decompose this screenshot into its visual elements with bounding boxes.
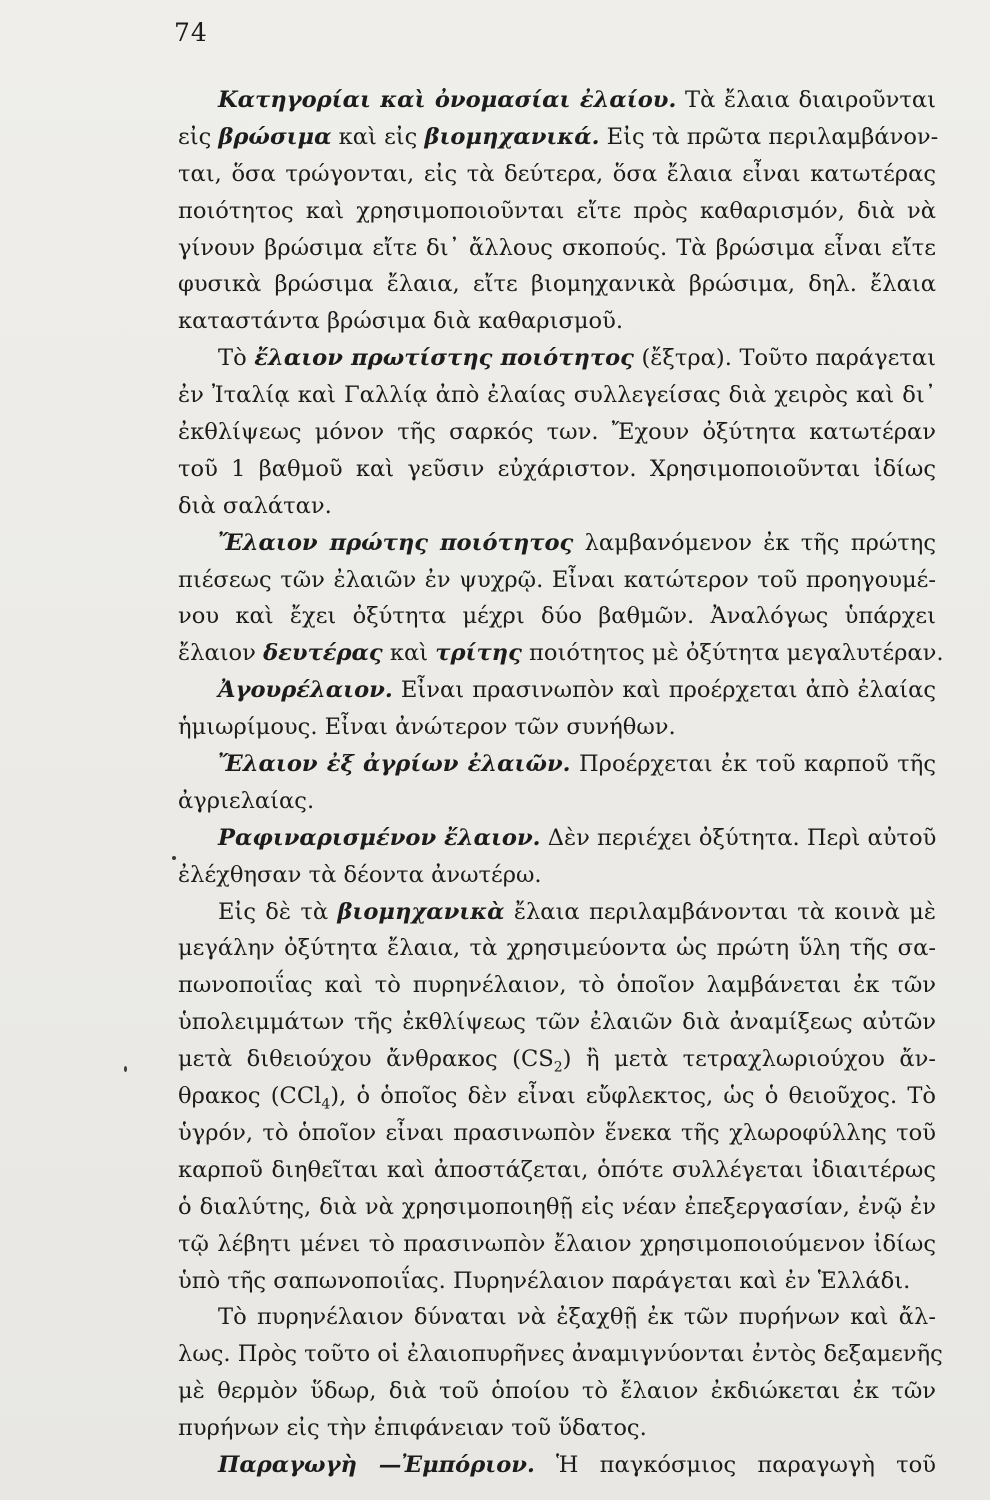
section-heading: Κατηγορίαι καὶ ὀνομασίαι ἐλαίου. bbox=[218, 87, 677, 113]
print-speck bbox=[172, 856, 176, 860]
text-line: ὑπολειμμάτων τῆς ἐκθλίψεως τῶν ἐλαιῶν διὰ ἀναμίξεως αὐτῶν bbox=[178, 1009, 936, 1036]
text-line: πωνοποιΐας καὶ τὸ πυρηνέλαιον, τὸ ὁποῖον λαμβάνεται ἐκ τῶν bbox=[178, 972, 936, 999]
inline-term: ἔλαιον πρωτίστης ποιότητος bbox=[254, 345, 634, 372]
text-line: θρακος (CCl$_4$), ὁ ὁποῖος δὲν εἶναι εὔφλεκτος, ὡς ὁ θειοῦχος. Τὸ bbox=[178, 1083, 936, 1113]
subscript: 4 bbox=[321, 1096, 331, 1113]
subscript: 2 bbox=[553, 1059, 563, 1076]
text-line: καταστάντα βρώσιμα διὰ καθαρισμοῦ. bbox=[178, 308, 624, 335]
text-line: ἐν Ἰταλίᾳ καὶ Γαλλίᾳ ἀπὸ ἐλαίας συλλεγείσας διὰ χειρὸς καὶ δι᾽ bbox=[178, 382, 936, 409]
text-line: Ἔλαιον ἐξ ἀγρίων ἐλαιῶν. Προέρχεται ἐκ τοῦ καρποῦ τῆς bbox=[218, 751, 936, 778]
text-line: ποιότητος καὶ χρησιμοποιοῦνται εἴτε πρὸς καθαρισμόν, διὰ νὰ bbox=[178, 197, 936, 224]
text-line: Παραγωγὴ —Ἐμπόριον. Ἡ παγκόσμιος παραγωγὴ τοῦ bbox=[218, 1451, 936, 1478]
section-heading: Ραφιναρισμένον ἔλαιον. bbox=[218, 824, 541, 851]
text-line: ἐλέχθησαν τὰ δέοντα ἀνωτέρω. bbox=[178, 861, 542, 888]
text-line: Εἰς δὲ τὰ βιομηχανικὰ ἔλαια περιλαμβάνονται τὰ κοινὰ μὲ bbox=[218, 898, 936, 925]
text-line: φυσικὰ βρώσιμα ἔλαια, εἴτε βιομηχανικὰ βρώσιμα, δηλ. ἔλαια bbox=[178, 271, 936, 298]
text-line: καρποῦ διηθεῖται καὶ ἀποστάζεται, ὁπότε συλλέγεται ἰδιαιτέρως bbox=[178, 1156, 936, 1183]
text-line: ται, ὅσα τρώγονται, εἰς τὰ δεύτερα, ὅσα ἔλαια εἶναι κατωτέρας bbox=[178, 160, 936, 187]
text-line: τῷ λέβητι μένει τὸ πρασινωπὸν ἔλαιον χρησιμοποιούμενον ἰδίως bbox=[178, 1230, 936, 1257]
text-line: ὑγρόν, τὸ ὁποῖον εἶναι πρασινωπὸν ἕνεκα τῆς χλωροφύλλης τοῦ bbox=[178, 1119, 936, 1146]
text-line: νου καὶ ἔχει ὀξύτητα μέχρι δύο βαθμῶν. Ἀναλόγως ὑπάρχει bbox=[178, 603, 936, 630]
section-heading: Ἔλαιον ἐξ ἀγρίων ἐλαιῶν. bbox=[218, 751, 571, 778]
text-line: μετὰ διθειούχου ἄνθρακος $(CS_2)$ ἢ μετὰ τετραχλωριούχου ἄν- bbox=[178, 1046, 936, 1076]
inline-term: βιομηχανικά. bbox=[424, 123, 600, 150]
text-line: ὑπὸ τῆς σαπωνοποιΐας. Πυρηνέλαιον παράγεται καὶ ἐν Ἑλλάδι. bbox=[178, 1267, 911, 1294]
text-line: Ραφιναρισμένον ἔλαιον. Δὲν περιέχει ὀξύτητα. Περὶ αὐτοῦ bbox=[218, 824, 937, 851]
section-heading: Ἀγουρέλαιον. bbox=[218, 677, 393, 704]
text-line: ἡμιωρίμους. Εἶναι ἀνώτερον τῶν συνήθων. bbox=[178, 714, 676, 741]
text-line: γίνουν βρώσιμα εἴτε δι᾽ ἄλλους σκοπούς. Τὰ βρώσιμα εἶναι εἴτε bbox=[178, 234, 936, 261]
text-line: μεγάλην ὀξύτητα ἔλαια, τὰ χρησιμεύοντα ὡς πρώτη ὕλη τῆς σα- bbox=[178, 935, 936, 962]
inline-term: τρίτης bbox=[435, 640, 522, 667]
text-line: Ἔλαιον πρώτης ποιότητος λαμβανόμενον ἐκ τῆς πρώτης bbox=[218, 529, 936, 556]
text-line: Κατηγορίαι καὶ ὀνομασίαι ἐλαίου. Τὰ ἔλαια διαιροῦνται bbox=[218, 87, 936, 113]
text-line: τοῦ 1 βαθμοῦ καὶ γεῦσιν εὐχάριστον. Χρησιμοποιοῦνται ἰδίως bbox=[178, 455, 936, 482]
print-speck bbox=[124, 1066, 127, 1072]
inline-term: δευτέρας bbox=[263, 640, 383, 667]
text-line: διὰ σαλάταν. bbox=[178, 492, 332, 519]
text-line: πιέσεως τῶν ἐλαιῶν ἐν ψυχρῷ. Εἶναι κατώτερον τοῦ προηγουμέ- bbox=[178, 566, 936, 593]
text-line: πυρήνων εἰς τὴν ἐπιφάνειαν τοῦ ὕδατος. bbox=[178, 1415, 647, 1442]
text-line: ἔλαιον δευτέρας καὶ τρίτης ποιότητος μὲ ὀξύτητα μεγαλυτέραν. bbox=[178, 640, 944, 667]
section-heading: Ἔλαιον πρώτης ποιότητος bbox=[218, 529, 574, 556]
text-line: λως. Πρὸς τοῦτο οἱ ἐλαιοπυρῆνες ἀναμιγνύονται ἐντὸς δεξαμενῆς bbox=[178, 1341, 943, 1368]
text-line: Τὸ ἔλαιον πρωτίστης ποιότητος (ἔξτρα). Τοῦτο παράγεται bbox=[218, 345, 937, 372]
body-text bbox=[178, 82, 944, 1484]
text-line: ὁ διαλύτης, διὰ νὰ χρησιμοποιηθῇ εἰς νέαν ἐπεξεργασίαν, ἐνῷ ἐν bbox=[178, 1193, 936, 1220]
inline-term: βιομηχανικὰ bbox=[337, 898, 505, 925]
page-number: 74 bbox=[174, 18, 208, 47]
text-line: ἀγριελαίας. bbox=[178, 787, 315, 814]
inline-term: βρώσιμα bbox=[218, 123, 332, 150]
text-line: Ἀγουρέλαιον. Εἶναι πρασινωπὸν καὶ προέρχεται ἀπὸ ἐλαίας bbox=[218, 677, 936, 704]
section-heading: Παραγωγὴ —Ἐμπόριον. bbox=[218, 1451, 535, 1478]
text-line: μὲ θερμὸν ὕδωρ, διὰ τοῦ ὁποίου τὸ ἔλαιον ἐκδιώκεται ἐκ τῶν bbox=[178, 1378, 936, 1405]
text-line: Τὸ πυρηνέλαιον δύναται νὰ ἐξαχθῇ ἐκ τῶν πυρήνων καὶ ἄλ- bbox=[218, 1304, 936, 1331]
text-line: εἰς βρώσιμα καὶ εἰς βιομηχανικά. Εἰς τὰ πρῶτα περιλαμβάνον- bbox=[178, 123, 939, 150]
text-line: ἐκθλίψεως μόνον τῆς σαρκός των. Ἔχουν ὀξύτητα κατωτέραν bbox=[178, 419, 936, 446]
